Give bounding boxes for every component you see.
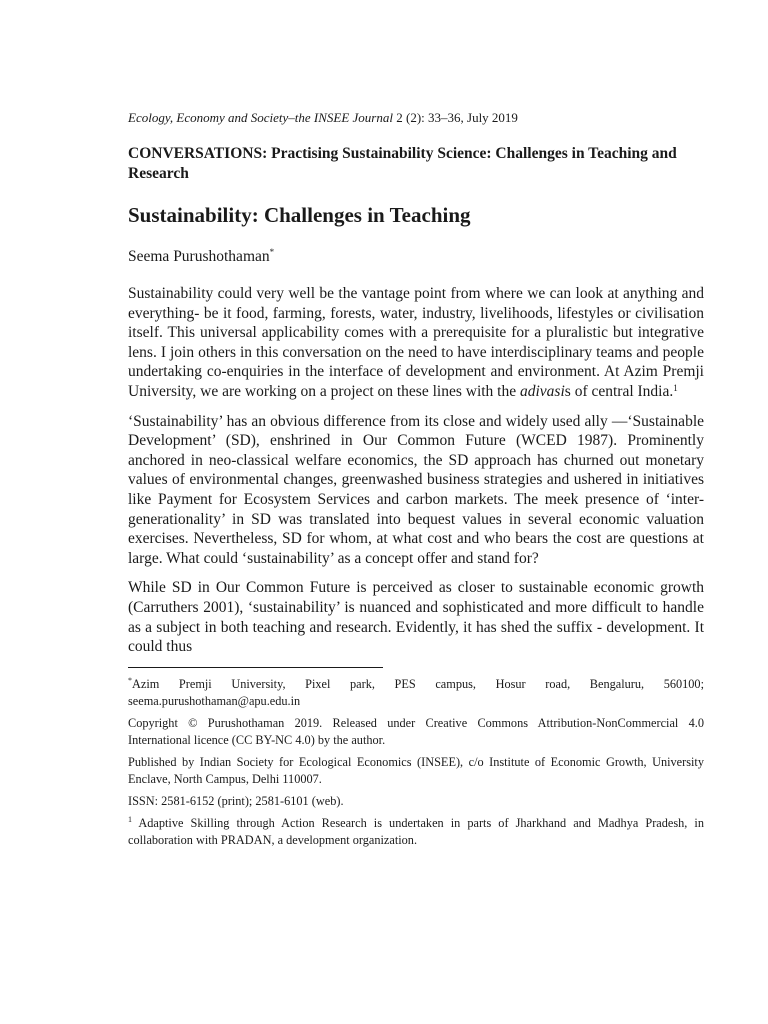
p1-text-b: s of central India.: [564, 382, 674, 400]
footnote-publisher: Published by Indian Society for Ecological Economics (INSEE), c/o Institute of Economic Growth, University Enclave, North Campus, Delhi 110007.: [128, 754, 704, 786]
author-footnote-mark: *: [269, 247, 275, 257]
journal-issue: 2 (2): 33–36, July 2019: [392, 110, 518, 125]
journal-name: Ecology, Economy and Society–the INSEE Journal: [128, 110, 393, 125]
footnote-1-mark: 1: [128, 814, 132, 824]
section-heading: CONVERSATIONS: Practising Sustainability Science: Challenges in Teaching and Research: [128, 145, 677, 182]
footnote-1-text: Adaptive Skilling through Action Research is undertaken in parts of Jharkhand and Madhya Pradesh, in collaboration with PRADAN, a development organization.: [128, 815, 704, 847]
page-content: [128, 108, 704, 854]
affiliation-text: Azim Premji University, Pixel park, PES campus, Hosur road, Bengaluru, 560100; seema.purushothaman@apu.edu.in: [128, 676, 704, 708]
footnote-issn: ISSN: 2581-6152 (print); 2581-6101 (web).: [128, 793, 344, 808]
journal-citation: [128, 108, 704, 128]
author-line: [128, 246, 704, 268]
footnote-ref-1: 1: [673, 382, 678, 393]
p1-italic-term: adivasi: [520, 382, 565, 400]
footnote-copyright: Copyright © Purushothaman 2019. Released under Creative Commons Attribution-NonCommercial 4.0 International licence (CC BY-NC 4.0) by the author.: [128, 715, 704, 747]
footnote-affiliation: [128, 676, 704, 710]
author-name: Seema Purushothaman: [128, 248, 270, 265]
body-paragraph-3: While SD in Our Common Future is perceived as closer to sustainable economic growth (Carruthers 2001), ‘sustainability’ is nuanced and sophisticated and more difficult to handle as a subject in both teaching and research. Evidently, it has shed the suffix - development. It could thus: [128, 579, 704, 656]
footnote-divider: [128, 667, 383, 668]
article-title: Sustainability: Challenges in Teaching: [128, 203, 471, 227]
footnote-1: [128, 815, 704, 849]
p1-text-a: Sustainability could very well be the vantage point from where we can look at anything and everything- be it food, farming, forests, water, industry, livelihoods, lifestyles or civilisation itself. This universal applicability comes with a prerequisite for a pluralistic but integrative lens. I join others in this conversation on the need to have interdisciplinary teams and people undertaking co-enquiries in the interface of development and environment. At Azim Premji University, we are working on a project on these lines with the: [128, 285, 704, 400]
body-paragraph-1: [128, 284, 704, 402]
body-paragraph-2: ‘Sustainability’ has an obvious difference from its close and widely used ally —‘Sustainable Development’ (SD), enshrined in Our Common Future (WCED 1987). Prominently anchored in neo-classical welfare economics, the SD approach has churned out monetary values of environmental changes, greenwashed business strategies and ushered in initiatives like Payment for Ecosystem Services and carbon markets. The meek presence of ‘inter-generationality’ in SD was translated into bequest values in several economic valuation exercises. Nevertheless, SD for whom, at what cost and who bears the cost are questions at large. What could ‘sustainability’ as a concept offer and stand for?: [128, 412, 704, 567]
affiliation-mark: *: [128, 675, 132, 685]
